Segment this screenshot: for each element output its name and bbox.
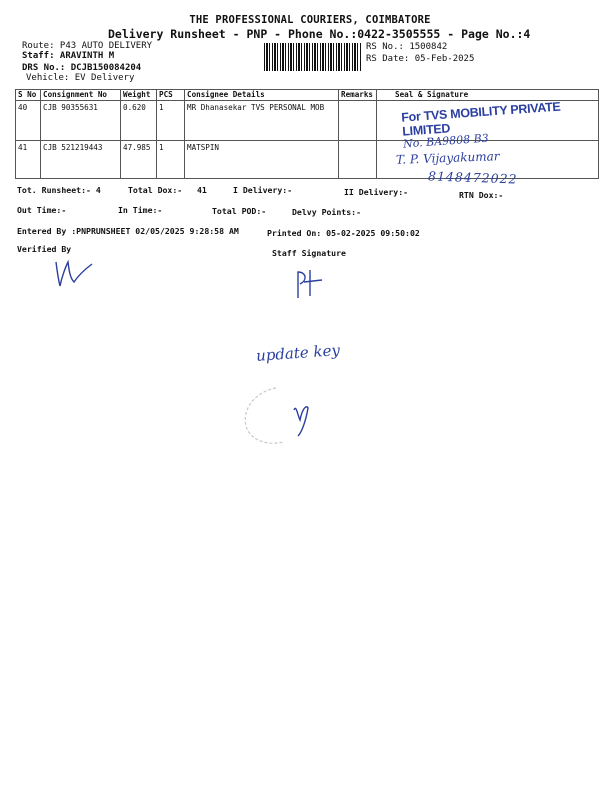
route: Route: P43 AUTO DELIVERY: [22, 41, 153, 51]
sno-cell: 41: [16, 141, 41, 179]
pcs-cell: 1: [157, 101, 185, 141]
consignment-cell: CJB 521219443: [41, 141, 121, 179]
remarks-cell: [339, 101, 377, 141]
remarks-cell: [339, 141, 377, 179]
tot-runsheet: Tot. Runsheet:- 4: [17, 185, 101, 195]
handwritten-receiver-name: T. P. Vijayakumar: [395, 149, 500, 167]
verified-signature: [48, 256, 98, 290]
pcs-cell: 1: [157, 141, 185, 179]
vehicle: Vehicle: EV Delivery: [26, 73, 135, 83]
rtn-dox: RTN Dox:-: [459, 190, 504, 200]
column-header: Seal & Signature: [377, 90, 599, 101]
out-time: Out Time:-: [17, 205, 67, 215]
handwritten-phone: 8148472022: [427, 168, 518, 187]
stamp-company: For TVS MOBILITY PRIVATE LIMITED: [400, 99, 561, 139]
in-time: In Time:-: [118, 205, 163, 215]
total-dox-label: Total Dox:-: [128, 185, 183, 195]
total-pod: Total POD:-: [212, 206, 267, 216]
verified-by: Verified By: [17, 244, 72, 254]
i-delivery: I Delivery:-: [233, 185, 293, 195]
entered-by: Entered By :PNPRUNSHEET 02/05/2025 9:28:58 AM: [17, 226, 239, 236]
barcode: [264, 43, 362, 71]
staff: Staff: ARAVINTH M: [22, 51, 115, 61]
weight-cell: 47.985: [121, 141, 157, 179]
handwritten-note: update key: [255, 341, 341, 365]
column-header: PCS: [157, 90, 185, 101]
column-header: Consignee Details: [185, 90, 339, 101]
stamp-number: BA9808 B3: [425, 131, 490, 149]
stamp-number-prefix: No.: [402, 136, 424, 151]
staff-signature-label: Staff Signature: [272, 248, 346, 258]
rs-number: RS No.: 1500842: [366, 42, 448, 52]
company-name: THE PROFESSIONAL COURIERS, COIMBATORE: [189, 14, 431, 26]
rs-date: RS Date: 05-Feb-2025: [366, 54, 475, 64]
sno-cell: 40: [16, 101, 41, 141]
delvy-points: Delvy Points:-: [292, 207, 362, 217]
total-dox-value: 41: [197, 185, 207, 195]
drs-number: DRS No.: DCJB150084204: [22, 63, 142, 73]
faint-circular-stamp: [236, 380, 336, 450]
consignee-cell: MR Dhanasekar TVS PERSONAL MOB: [185, 101, 339, 141]
column-header: Remarks: [339, 90, 377, 101]
ii-delivery: II Delivery:-: [344, 187, 409, 197]
weight-cell: 0.620: [121, 101, 157, 141]
printed-on: Printed On: 05-02-2025 09:50:02: [267, 228, 420, 238]
column-header: S No: [16, 90, 41, 101]
column-header: Consignment No: [41, 90, 121, 101]
consignee-cell: MATSPIN: [185, 141, 339, 179]
staff-signature: [292, 266, 332, 302]
runsheet-title: Delivery Runsheet - PNP - Phone No.:0422-3505555 - Page No.:4: [108, 27, 531, 41]
consignment-cell: CJB 90355631: [41, 101, 121, 141]
column-header: Weight: [121, 90, 157, 101]
table-header-row: [16, 90, 599, 101]
